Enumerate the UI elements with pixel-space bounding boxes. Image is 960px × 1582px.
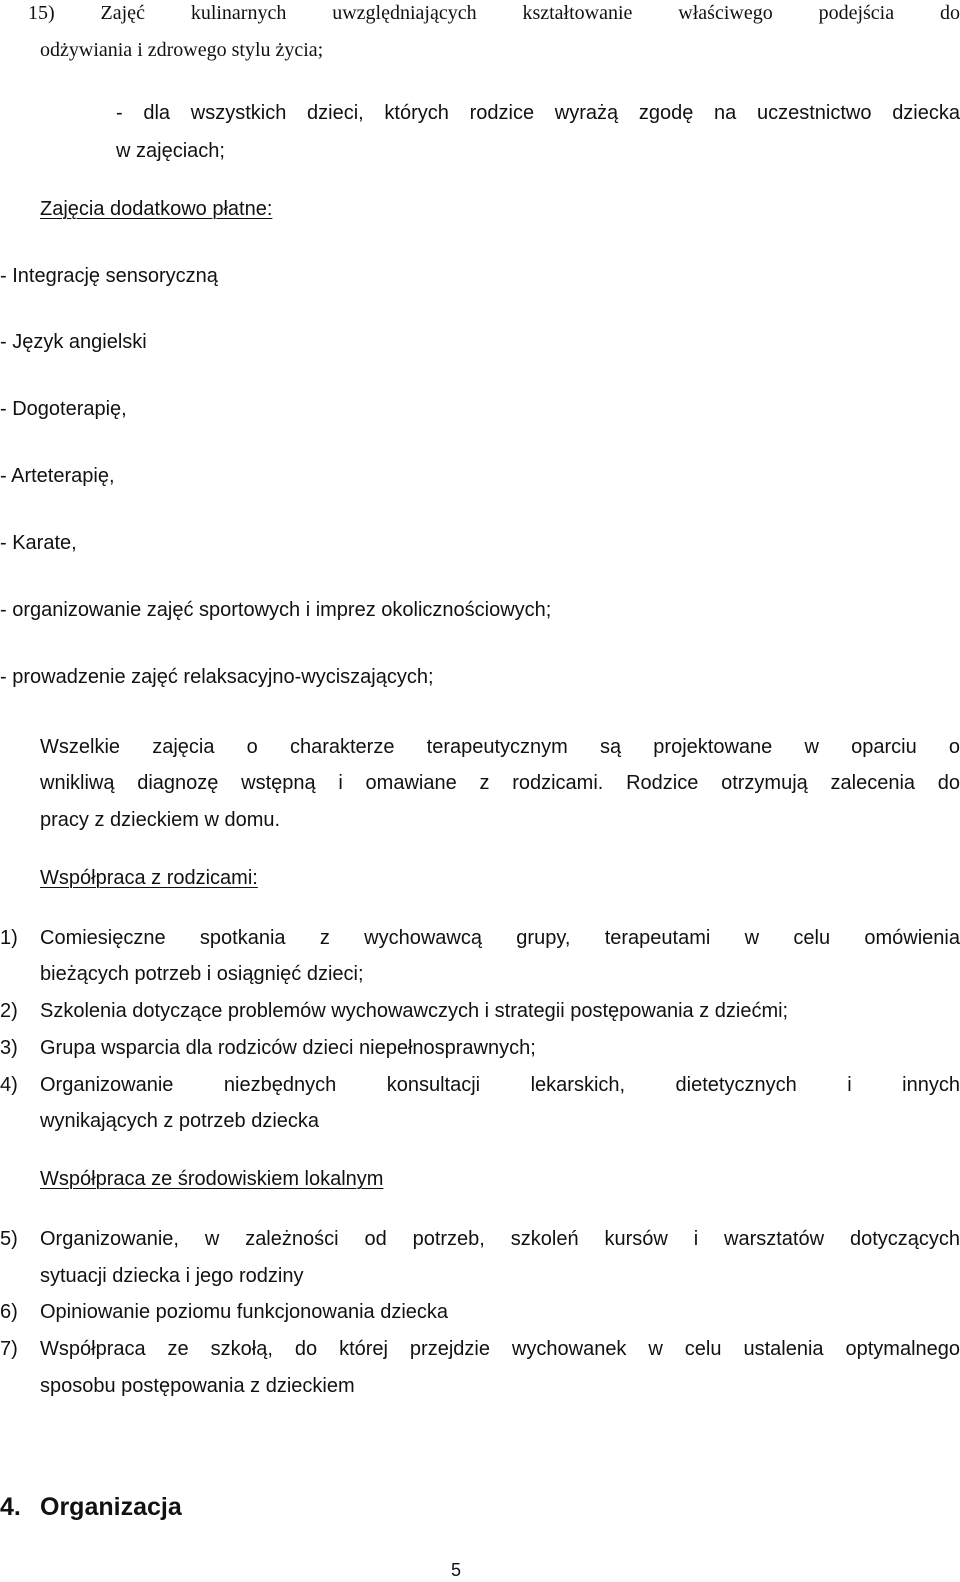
page-number: 5 <box>451 1560 462 1580</box>
paid-activity-item: - Dogoterapię, <box>0 398 127 420</box>
therapy-paragraph-line-1: Wszelkie zajęcia o charakterze terapeutycznym są projektowane w oparciu o <box>40 736 960 758</box>
list-number: 4) <box>0 1074 18 1096</box>
therapy-paragraph-line-3: pracy z dzieckiem w domu. <box>40 809 281 831</box>
list-number: 2) <box>0 1000 18 1022</box>
list-number: 5) <box>0 1228 18 1250</box>
paid-activities-heading: Zajęcia dodatkowo płatne: <box>40 198 273 220</box>
paid-activity-item: - organizowanie zajęć sportowych i imprez okolicznościowych; <box>0 599 552 621</box>
list-number: 3) <box>0 1037 18 1059</box>
section-number: 4. <box>0 1493 21 1521</box>
item-15-sub-line-2: w zajęciach; <box>116 140 225 162</box>
list-item-continuation: wynikających z potrzeb dziecka <box>40 1110 320 1132</box>
list-text: Opiniowanie poziomu funkcjonowania dziecka <box>40 1301 449 1323</box>
community-cooperation-heading: Współpraca ze środowiskiem lokalnym <box>40 1168 384 1190</box>
section-title: Organizacja <box>40 1493 182 1521</box>
section-heading <box>0 1492 182 1522</box>
therapy-paragraph-line-2: wnikliwą diagnozę wstępną i omawiane z rodzicami. Rodzice otrzymują zalecenia do <box>40 772 960 794</box>
paid-activity-item: - prowadzenie zajęć relaksacyjno-wyciszających; <box>0 666 434 688</box>
list-item-continuation: sytuacji dziecka i jego rodziny <box>40 1265 304 1287</box>
list-text: Organizowanie niezbędnych konsultacji lekarskich, dietetycznych i innych <box>40 1074 960 1096</box>
list-number: 6) <box>0 1301 18 1323</box>
item-15-sub-line-1: - dla wszystkich dzieci, których rodzice wyrażą zgodę na uczestnictwo dziecka <box>116 102 960 124</box>
parents-cooperation-heading: Współpraca z rodzicami: <box>40 867 258 889</box>
paid-activity-item: - Język angielski <box>0 331 147 353</box>
item-15-line-1: 15) Zajęć kulinarnych uwzględniających kształtowanie właściwego podejścia do <box>28 2 960 24</box>
paid-activity-item: - Arteterapię, <box>0 465 115 487</box>
paid-activity-item: - Karate, <box>0 532 77 554</box>
list-text: Grupa wsparcia dla rodziców dzieci niepełnosprawnych; <box>40 1037 536 1059</box>
list-text: Organizowanie, w zależności od potrzeb, szkoleń kursów i warsztatów dotyczących <box>40 1228 960 1250</box>
list-item-continuation: sposobu postępowania z dzieckiem <box>40 1375 355 1397</box>
list-item-continuation: bieżących potrzeb i osiągnięć dzieci; <box>40 963 364 985</box>
list-number: 1) <box>0 927 18 949</box>
list-number: 7) <box>0 1338 18 1360</box>
list-text: Współpraca ze szkołą, do której przejdzie wychowanek w celu ustalenia optymalnego <box>40 1338 960 1360</box>
list-text: Szkolenia dotyczące problemów wychowawczych i strategii postępowania z dziećmi; <box>40 1000 789 1022</box>
item-15-line-2: odżywiania i zdrowego stylu życia; <box>40 39 324 61</box>
paid-activity-item: - Integrację sensoryczną <box>0 265 218 287</box>
list-text: Comiesięczne spotkania z wychowawcą grupy, terapeutami w celu omówienia <box>40 927 960 949</box>
